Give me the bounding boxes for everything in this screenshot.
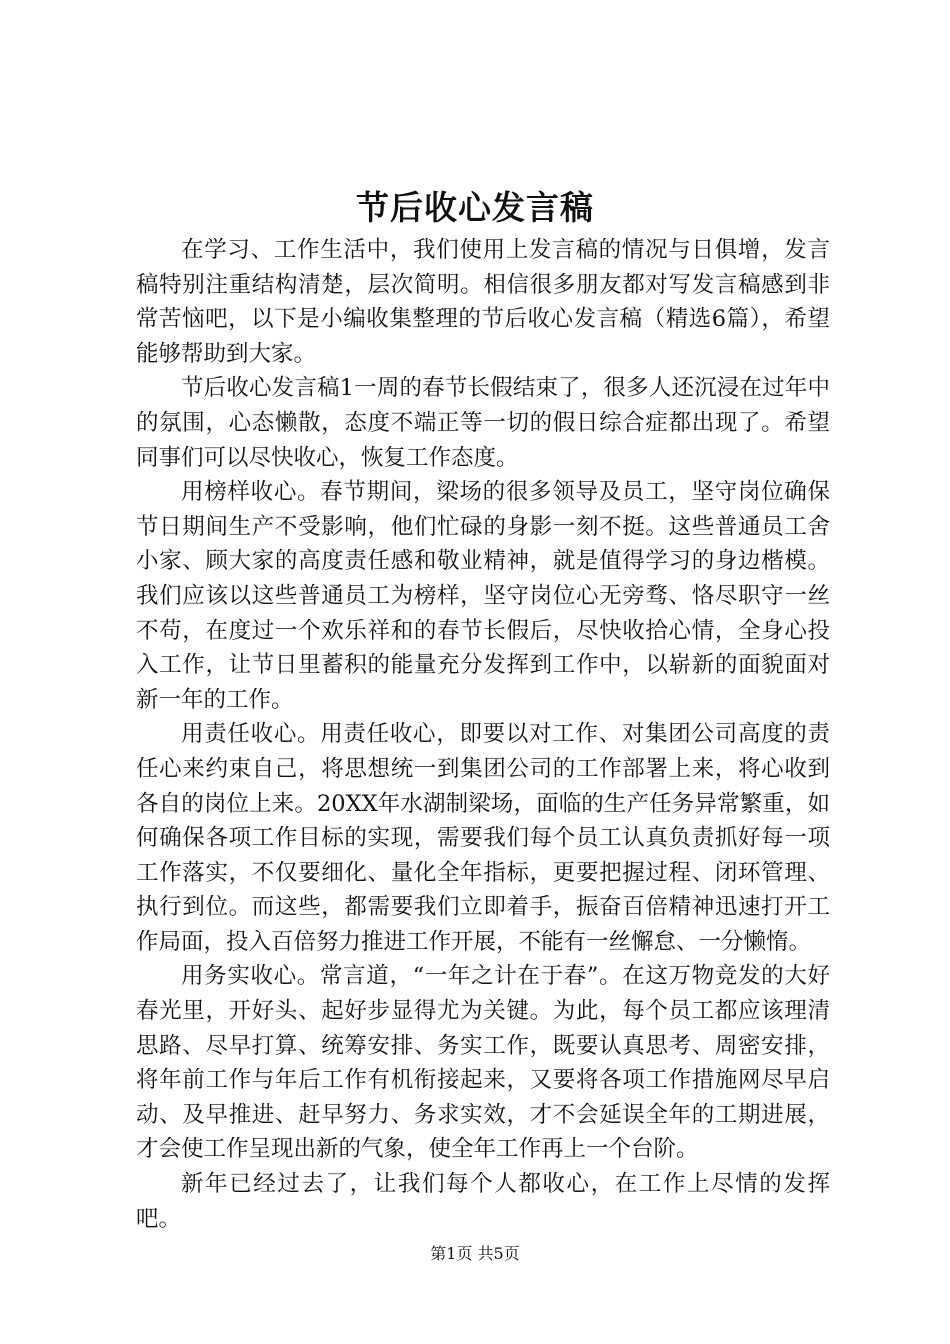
document-title: 节后收心发言稿 (356, 188, 594, 227)
document-body (136, 233, 830, 1236)
paragraph-3: 用责任收心。用责任收心，即要以对工作、对集团公司高度的责任心来约束自己，将思想统一到集团公司的工作部署上来，将心收到各自的岗位上来。20XX年水湖制梁场，面临的生产任务异常繁重，如何确保各项工作目标的实现，需要我们每个员工认真负责抓好每一项工作落实，不仅要细化、量化全年指标，更要把握过程、闭环管理、执行到位。而这些，都需要我们立即着手，振奋百倍精神迅速打开工作局面，投入百倍努力推进工作开展，不能有一丝懈怠、一分懒惰。 (136, 721, 830, 955)
paragraph-1: 节后收心发言稿1一周的春节长假结束了，很多人还沉浸在过年中的氛围，心态懒散，态度不端正等一切的假日综合症都出现了。希望同事们可以尽快收心，恢复工作态度。 (136, 375, 830, 471)
paragraph-5: 新年已经过去了，让我们每个人都收心，在工作上尽情的发挥吧。 (136, 1171, 830, 1232)
page-footer: 第1页 共5页 (430, 1244, 520, 1263)
paragraph-intro: 在学习、工作生活中，我们使用上发言稿的情况与日俱增，发言稿特别注重结构清楚，层次简明。相信很多朋友都对写发言稿感到非常苦恼吧，以下是小编收集整理的节后收心发言稿（精选6篇），希望能够帮助到大家。 (136, 237, 830, 367)
paragraph-4: 用务实收心。常言道，“一年之计在于春”。在这万物竞发的大好春光里，开好头、起好步显得尤为关键。为此，每个员工都应该理清思路、尽早打算、统筹安排、务实工作，既要认真思考、周密安排，将年前工作与年后工作有机衔接起来，又要将各项工作措施网尽早启动、及早推进、赶早努力、务求实效，才不会延误全年的工期进展，才会使工作呈现出新的气象，使全年工作再上一个台阶。 (136, 963, 830, 1163)
paragraph-2: 用榜样收心。春节期间，梁场的很多领导及员工，坚守岗位确保节日期间生产不受影响，他们忙碌的身影一刻不挺。这些普通员工舍小家、顾大家的高度责任感和敬业精神，就是值得学习的身边楷模。我们应该以这些普通员工为榜样，坚守岗位心无旁骛、恪尽职守一丝不苟，在度过一个欢乐祥和的春节长假后，尽快收拾心情，全身心投入工作，让节日里蓄积的能量充分发挥到工作中，以崭新的面貌面对新一年的工作。 (136, 479, 830, 713)
